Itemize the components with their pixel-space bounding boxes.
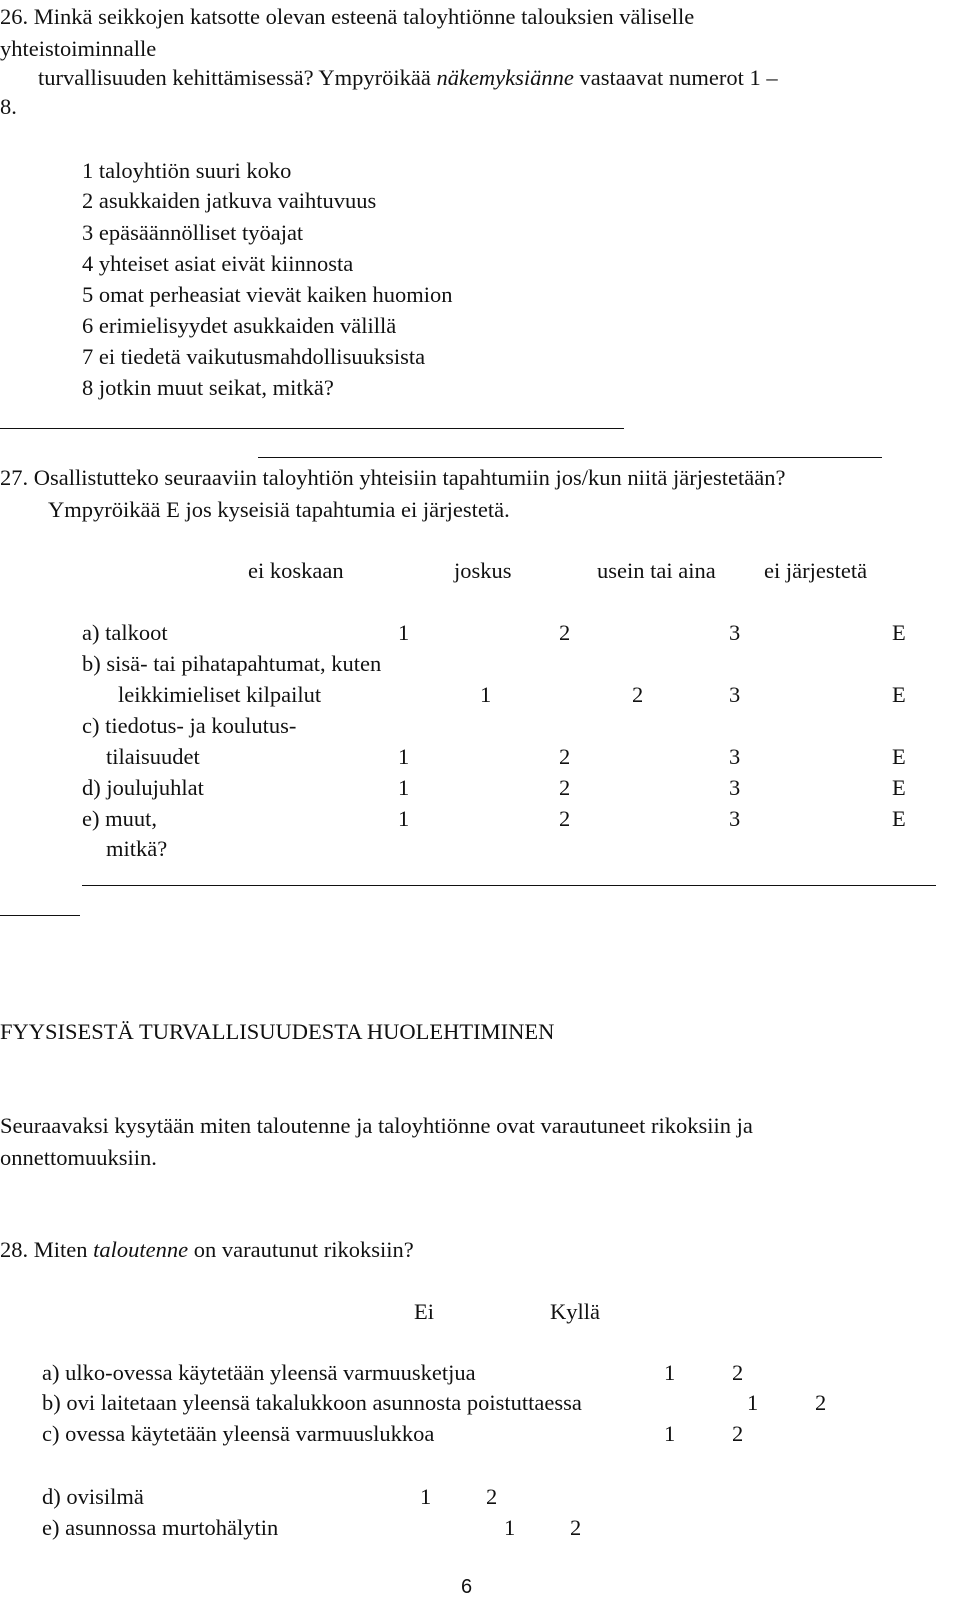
q27-row-c-choice-e[interactable]: E: [892, 744, 906, 769]
q26-line3-post: vastaavat numerot 1 –: [573, 65, 778, 90]
q27-row-d-choice-2[interactable]: 2: [559, 775, 571, 800]
q28-row-c-choice-2[interactable]: 2: [732, 1421, 744, 1446]
q26-option-8[interactable]: 8 jotkin muut seikat, mitkä?: [82, 375, 334, 400]
q27-row-d-label: d) joulujuhlat: [82, 775, 204, 800]
q28-row-e-choice-1[interactable]: 1: [504, 1515, 516, 1540]
q27-row-e-choice-2[interactable]: 2: [559, 806, 571, 831]
q27-row-c-label-line2: tilaisuudet: [106, 744, 200, 769]
q26-text-line1: 26. Minkä seikkojen katsotte olevan esteenä taloyhtiönne talouksien väliselle: [0, 4, 695, 29]
q26-text-line2: yhteistoiminnalle: [0, 36, 157, 61]
q26-answer-line-1[interactable]: [0, 428, 624, 429]
q28-row-e-label: e) asunnossa murtohälytin: [42, 1515, 279, 1540]
q27-row-b-choice-2[interactable]: 2: [632, 682, 644, 707]
q27-row-b-choice-e[interactable]: E: [892, 682, 906, 707]
q28-row-b-label: b) ovi laitetaan yleensä takalukkoon asunnosta poistuttaessa: [42, 1390, 582, 1415]
q27-row-a-choice-1[interactable]: 1: [398, 620, 410, 645]
page-number: 6: [461, 1576, 473, 1598]
q26-text-line4: 8.: [0, 94, 17, 119]
q27-row-d-choice-3[interactable]: 3: [729, 775, 741, 800]
section-intro-line2: onnettomuuksiin.: [0, 1145, 157, 1170]
q28-row-c-label: c) ovessa käytetään yleensä varmuuslukkoa: [42, 1421, 435, 1446]
q26-option-2[interactable]: 2 asukkaiden jatkuva vaihtuvuus: [82, 188, 377, 213]
q27-row-a-choice-2[interactable]: 2: [559, 620, 571, 645]
q26-option-7[interactable]: 7 ei tiedetä vaikutusmahdollisuuksista: [82, 344, 426, 369]
q28-row-a-choice-2[interactable]: 2: [732, 1360, 744, 1385]
q27-row-c-choice-3[interactable]: 3: [729, 744, 741, 769]
q26-text-line3: [38, 67, 778, 90]
q27-row-b-choice-3[interactable]: 3: [729, 682, 741, 707]
q26-line3-pre: turvallisuuden kehittämisessä? Ympyröikää: [38, 65, 437, 90]
q28-row-e-choice-2[interactable]: 2: [570, 1515, 582, 1540]
q28-row-a-choice-1[interactable]: 1: [664, 1360, 676, 1385]
q28-question: [0, 1239, 414, 1262]
q27-answer-line-1[interactable]: [82, 885, 936, 886]
section-heading: FYYSISESTÄ TURVALLISUUDESTA HUOLEHTIMINEN: [0, 1019, 555, 1044]
q27-header-often: usein tai aina: [597, 558, 716, 583]
q27-row-a-label: a) talkoot: [82, 620, 168, 645]
q26-option-1[interactable]: 1 taloyhtiön suuri koko: [82, 158, 292, 183]
q27-row-c-choice-2[interactable]: 2: [559, 744, 571, 769]
q26-option-6[interactable]: 6 erimielisyydet asukkaiden välillä: [82, 313, 397, 338]
q28-row-d-choice-2[interactable]: 2: [486, 1484, 498, 1509]
q27-header-sometimes: joskus: [454, 558, 512, 583]
q27-row-e-choice-3[interactable]: 3: [729, 806, 741, 831]
q28-header-no: Ei: [414, 1299, 434, 1324]
q28-row-a-label: a) ulko-ovessa käytetään yleensä varmuusketjua: [42, 1360, 476, 1385]
q27-row-b-label-line1: b) sisä- tai pihatapahtumat, kuten: [82, 651, 382, 676]
q28-row-c-choice-1[interactable]: 1: [664, 1421, 676, 1446]
q28-row-b-choice-1[interactable]: 1: [747, 1390, 759, 1415]
q27-row-c-choice-1[interactable]: 1: [398, 744, 410, 769]
q26-option-5[interactable]: 5 omat perheasiat vievät kaiken huomion: [82, 282, 453, 307]
q26-option-4[interactable]: 4 yhteiset asiat eivät kiinnosta: [82, 251, 354, 276]
q27-text-line1: 27. Osallistutteko seuraaviin taloyhtiön yhteisiin tapahtumiin jos/kun niitä järjestetään?: [0, 465, 786, 490]
q28-row-d-choice-1[interactable]: 1: [420, 1484, 432, 1509]
q27-row-b-choice-1[interactable]: 1: [480, 682, 492, 707]
q27-header-never: ei koskaan: [248, 558, 344, 583]
q27-row-c-label-line1: c) tiedotus- ja koulutus-: [82, 713, 297, 738]
q27-row-e-label-line2: mitkä?: [106, 836, 168, 861]
q27-row-e-label-line1: e) muut,: [82, 806, 157, 831]
q26-answer-line-2[interactable]: [258, 457, 882, 458]
q27-row-a-choice-e[interactable]: E: [892, 620, 906, 645]
q28-row-d-label: d) ovisilmä: [42, 1484, 144, 1509]
q27-row-d-choice-e[interactable]: E: [892, 775, 906, 800]
q27-header-not-organized: ei järjestetä: [764, 558, 868, 583]
q27-row-e-choice-1[interactable]: 1: [398, 806, 410, 831]
q26-line3-emphasis: näkemyksiänne: [436, 65, 574, 90]
q28-question-emphasis: taloutenne: [93, 1237, 189, 1262]
q28-header-yes: Kyllä: [550, 1299, 600, 1324]
q28-question-post: on varautunut rikoksiin?: [188, 1237, 414, 1262]
q27-answer-line-2[interactable]: [0, 915, 80, 916]
q26-option-3[interactable]: 3 epäsäännölliset työajat: [82, 220, 304, 245]
q27-text-line2: Ympyröikää E jos kyseisiä tapahtumia ei järjestetä.: [48, 497, 510, 522]
q27-row-b-label-line2: leikkimieliset kilpailut: [118, 682, 322, 707]
q27-row-a-choice-3[interactable]: 3: [729, 620, 741, 645]
section-intro-line1: Seuraavaksi kysytään miten taloutenne ja taloyhtiönne ovat varautuneet rikoksiin ja: [0, 1113, 753, 1138]
q27-row-d-choice-1[interactable]: 1: [398, 775, 410, 800]
q28-question-pre: 28. Miten: [0, 1237, 94, 1262]
q27-row-e-choice-e[interactable]: E: [892, 806, 906, 831]
q28-row-b-choice-2[interactable]: 2: [815, 1390, 827, 1415]
